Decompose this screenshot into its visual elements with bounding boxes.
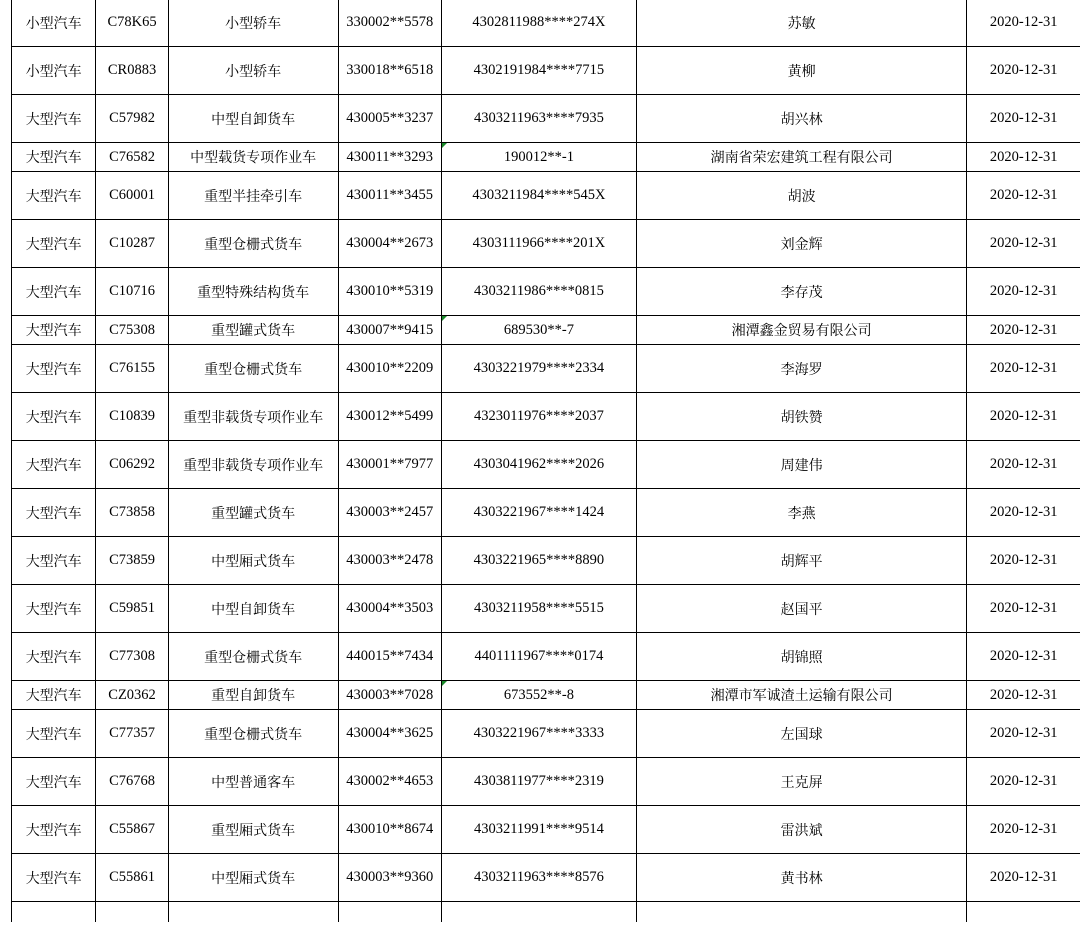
plate-number-cell: C55861 <box>96 854 168 902</box>
date-cell: 2020-12-31 <box>967 681 1080 710</box>
code-cell: 330018**6518 <box>338 47 441 95</box>
plate-number-cell: C06292 <box>96 441 168 489</box>
owner-cell: 湘潭鑫金贸易有限公司 <box>636 316 967 345</box>
id-number-cell: 4303211986****0815 <box>441 268 636 316</box>
empty-cell <box>168 902 338 923</box>
vehicle-type-cell: 大型汽车 <box>12 806 96 854</box>
date-cell: 2020-12-31 <box>967 220 1080 268</box>
vehicle-type-cell: 大型汽车 <box>12 172 96 220</box>
table-row <box>12 345 1080 393</box>
table-row <box>12 806 1080 854</box>
date-cell: 2020-12-31 <box>967 316 1080 345</box>
empty-cell <box>96 902 168 923</box>
owner-cell: 左国球 <box>636 710 967 758</box>
code-cell: 430010**5319 <box>338 268 441 316</box>
owner-cell: 湖南省荣宏建筑工程有限公司 <box>636 143 967 172</box>
vehicle-type-cell: 大型汽车 <box>12 585 96 633</box>
date-cell: 2020-12-31 <box>967 47 1080 95</box>
owner-cell: 周建伟 <box>636 441 967 489</box>
vehicle-model-cell: 重型仓栅式货车 <box>168 710 338 758</box>
table-row <box>12 172 1080 220</box>
plate-number-cell: C59851 <box>96 585 168 633</box>
code-cell: 430011**3293 <box>338 143 441 172</box>
plate-number-cell: C78K65 <box>96 0 168 47</box>
code-cell: 430003**9360 <box>338 854 441 902</box>
plate-number-cell: C73858 <box>96 489 168 537</box>
table-row <box>12 585 1080 633</box>
vehicle-model-cell: 重型特殊结构货车 <box>168 268 338 316</box>
date-cell: 2020-12-31 <box>967 585 1080 633</box>
code-cell: 440015**7434 <box>338 633 441 681</box>
id-number-cell: 4303211958****5515 <box>441 585 636 633</box>
plate-number-cell: CZ0362 <box>96 681 168 710</box>
plate-number-cell: C55867 <box>96 806 168 854</box>
id-number-cell: 4303211984****545X <box>441 172 636 220</box>
code-cell: 430004**3625 <box>338 710 441 758</box>
table-row <box>12 758 1080 806</box>
table-row <box>12 710 1080 758</box>
date-cell: 2020-12-31 <box>967 143 1080 172</box>
date-cell: 2020-12-31 <box>967 172 1080 220</box>
owner-cell: 李燕 <box>636 489 967 537</box>
vehicle-model-cell: 重型仓栅式货车 <box>168 633 338 681</box>
table-row <box>12 316 1080 345</box>
id-number-cell: 673552**-8 <box>441 681 636 710</box>
owner-cell: 刘金辉 <box>636 220 967 268</box>
id-number-cell: 4303811977****2319 <box>441 758 636 806</box>
vehicle-model-cell: 中型自卸货车 <box>168 585 338 633</box>
vehicle-type-cell: 大型汽车 <box>12 393 96 441</box>
empty-cell <box>12 902 96 923</box>
table-row <box>12 441 1080 489</box>
vehicle-type-cell: 大型汽车 <box>12 441 96 489</box>
plate-number-cell: C75308 <box>96 316 168 345</box>
vehicle-type-cell: 大型汽车 <box>12 710 96 758</box>
code-cell: 430003**7028 <box>338 681 441 710</box>
table-row <box>12 681 1080 710</box>
code-cell: 330002**5578 <box>338 0 441 47</box>
id-number-cell: 4303221965****8890 <box>441 537 636 585</box>
vehicle-type-cell: 大型汽车 <box>12 489 96 537</box>
id-number-cell: 4303041962****2026 <box>441 441 636 489</box>
vehicle-type-cell: 大型汽车 <box>12 316 96 345</box>
vehicle-type-cell: 大型汽车 <box>12 345 96 393</box>
plate-number-cell: C76155 <box>96 345 168 393</box>
vehicle-type-cell: 小型汽车 <box>12 47 96 95</box>
plate-number-cell: C76582 <box>96 143 168 172</box>
vehicle-type-cell: 大型汽车 <box>12 758 96 806</box>
plate-number-cell: C76768 <box>96 758 168 806</box>
vehicle-model-cell: 重型罐式货车 <box>168 489 338 537</box>
owner-cell: 雷洪斌 <box>636 806 967 854</box>
code-cell: 430010**2209 <box>338 345 441 393</box>
date-cell: 2020-12-31 <box>967 345 1080 393</box>
owner-cell: 王克屏 <box>636 758 967 806</box>
code-cell: 430001**7977 <box>338 441 441 489</box>
id-number-cell: 190012**-1 <box>441 143 636 172</box>
owner-cell: 胡辉平 <box>636 537 967 585</box>
plate-number-cell: C60001 <box>96 172 168 220</box>
vehicle-type-cell: 大型汽车 <box>12 633 96 681</box>
owner-cell: 胡兴林 <box>636 95 967 143</box>
plate-number-cell: C73859 <box>96 537 168 585</box>
id-number-cell: 4303221967****3333 <box>441 710 636 758</box>
id-number-cell: 4303111966****201X <box>441 220 636 268</box>
date-cell: 2020-12-31 <box>967 441 1080 489</box>
vehicle-model-cell: 中型厢式货车 <box>168 537 338 585</box>
vehicle-model-cell: 重型仓栅式货车 <box>168 220 338 268</box>
empty-cell <box>636 902 967 923</box>
vehicle-model-cell: 小型轿车 <box>168 47 338 95</box>
date-cell: 2020-12-31 <box>967 806 1080 854</box>
vehicle-model-cell: 中型厢式货车 <box>168 854 338 902</box>
plate-number-cell: CR0883 <box>96 47 168 95</box>
plate-number-cell: C10839 <box>96 393 168 441</box>
table-row <box>12 854 1080 902</box>
vehicle-model-cell: 重型厢式货车 <box>168 806 338 854</box>
id-number-cell: 4302811988****274X <box>441 0 636 47</box>
owner-cell: 黄书林 <box>636 854 967 902</box>
vehicle-model-cell: 重型罐式货车 <box>168 316 338 345</box>
vehicle-type-cell: 大型汽车 <box>12 95 96 143</box>
id-number-cell: 4303221967****1424 <box>441 489 636 537</box>
empty-cell <box>967 902 1080 923</box>
plate-number-cell: C57982 <box>96 95 168 143</box>
code-cell: 430004**3503 <box>338 585 441 633</box>
date-cell: 2020-12-31 <box>967 710 1080 758</box>
table-row <box>12 268 1080 316</box>
id-number-cell: 4303211963****8576 <box>441 854 636 902</box>
vehicle-model-cell: 重型半挂牵引车 <box>168 172 338 220</box>
table-row <box>12 537 1080 585</box>
vehicle-model-cell: 重型自卸货车 <box>168 681 338 710</box>
vehicle-type-cell: 小型汽车 <box>12 0 96 47</box>
id-number-cell: 689530**-7 <box>441 316 636 345</box>
date-cell: 2020-12-31 <box>967 0 1080 47</box>
code-cell: 430011**3455 <box>338 172 441 220</box>
table-row <box>12 220 1080 268</box>
code-cell: 430002**4653 <box>338 758 441 806</box>
owner-cell: 赵国平 <box>636 585 967 633</box>
table-row <box>12 489 1080 537</box>
id-number-cell: 4303221979****2334 <box>441 345 636 393</box>
empty-cell <box>338 902 441 923</box>
table-row <box>12 633 1080 681</box>
date-cell: 2020-12-31 <box>967 758 1080 806</box>
date-cell: 2020-12-31 <box>967 95 1080 143</box>
code-cell: 430005**3237 <box>338 95 441 143</box>
vehicle-type-cell: 大型汽车 <box>12 537 96 585</box>
table-row <box>12 0 1080 47</box>
id-number-cell: 4303211991****9514 <box>441 806 636 854</box>
code-cell: 430010**8674 <box>338 806 441 854</box>
code-cell: 430007**9415 <box>338 316 441 345</box>
id-number-cell: 4302191984****7715 <box>441 47 636 95</box>
vehicle-type-cell: 大型汽车 <box>12 681 96 710</box>
vehicle-model-cell: 重型非载货专项作业车 <box>168 393 338 441</box>
plate-number-cell: C77357 <box>96 710 168 758</box>
table-row <box>12 47 1080 95</box>
id-number-cell: 4323011976****2037 <box>441 393 636 441</box>
vehicle-type-cell: 大型汽车 <box>12 143 96 172</box>
vehicle-type-cell: 大型汽车 <box>12 220 96 268</box>
plate-number-cell: C10287 <box>96 220 168 268</box>
owner-cell: 李海罗 <box>636 345 967 393</box>
table-row <box>12 95 1080 143</box>
table-body <box>12 0 1080 922</box>
table-row-partial <box>12 902 1080 923</box>
owner-cell: 黄柳 <box>636 47 967 95</box>
date-cell: 2020-12-31 <box>967 537 1080 585</box>
date-cell: 2020-12-31 <box>967 393 1080 441</box>
table-row <box>12 143 1080 172</box>
code-cell: 430004**2673 <box>338 220 441 268</box>
code-cell: 430003**2478 <box>338 537 441 585</box>
vehicle-type-cell: 大型汽车 <box>12 854 96 902</box>
vehicle-records-table <box>11 0 1080 922</box>
owner-cell: 苏敏 <box>636 0 967 47</box>
date-cell: 2020-12-31 <box>967 633 1080 681</box>
id-number-cell: 4303211963****7935 <box>441 95 636 143</box>
vehicle-model-cell: 重型非载货专项作业车 <box>168 441 338 489</box>
empty-cell <box>441 902 636 923</box>
date-cell: 2020-12-31 <box>967 268 1080 316</box>
plate-number-cell: C10716 <box>96 268 168 316</box>
table-row <box>12 393 1080 441</box>
date-cell: 2020-12-31 <box>967 854 1080 902</box>
owner-cell: 胡波 <box>636 172 967 220</box>
owner-cell: 湘潭市军诚渣土运输有限公司 <box>636 681 967 710</box>
owner-cell: 李存茂 <box>636 268 967 316</box>
vehicle-model-cell: 重型仓栅式货车 <box>168 345 338 393</box>
date-cell: 2020-12-31 <box>967 489 1080 537</box>
vehicle-model-cell: 中型自卸货车 <box>168 95 338 143</box>
vehicle-model-cell: 中型普通客车 <box>168 758 338 806</box>
vehicle-model-cell: 中型载货专项作业车 <box>168 143 338 172</box>
owner-cell: 胡铁赞 <box>636 393 967 441</box>
code-cell: 430012**5499 <box>338 393 441 441</box>
plate-number-cell: C77308 <box>96 633 168 681</box>
vehicle-type-cell: 大型汽车 <box>12 268 96 316</box>
id-number-cell: 4401111967****0174 <box>441 633 636 681</box>
vehicle-model-cell: 小型轿车 <box>168 0 338 47</box>
owner-cell: 胡锦照 <box>636 633 967 681</box>
code-cell: 430003**2457 <box>338 489 441 537</box>
